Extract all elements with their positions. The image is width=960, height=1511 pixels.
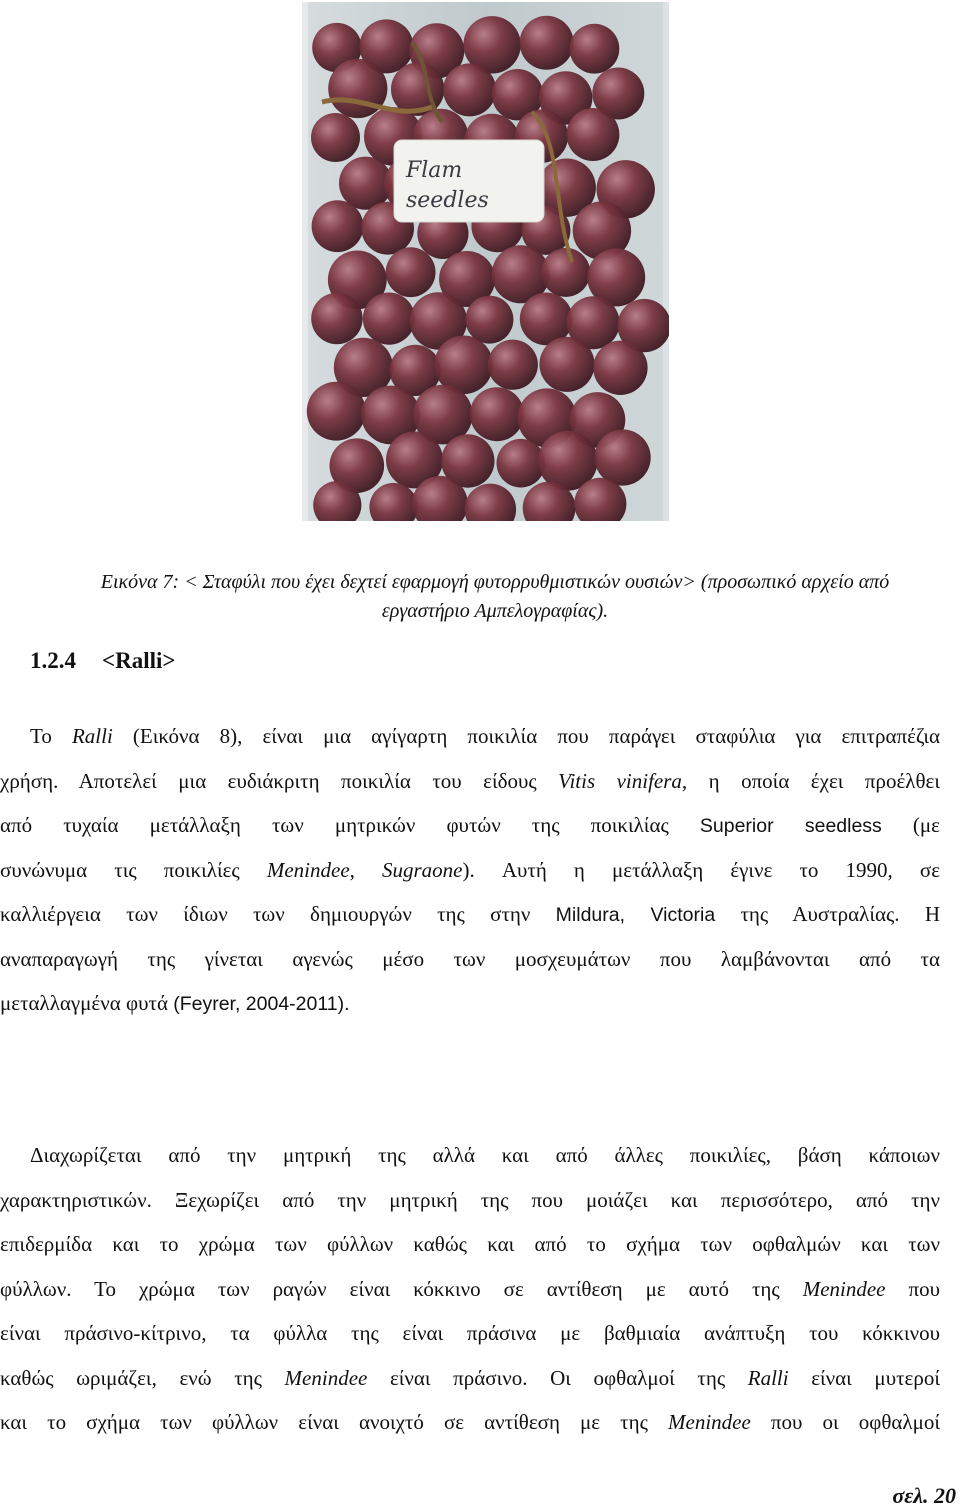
handwritten-label <box>394 140 544 222</box>
caption-line-1: Εικόνα 7: < Σταφύλι που έχει δεχτεί εφαρμογή φυτορρυθμιστικών ουσιών> (προσωπικό αρχείο από <box>100 571 890 593</box>
p2-line-1: Διαχωρίζεται από την μητρική της αλλά και από άλλες ποικιλίες, βάση κάποιων <box>30 1143 940 1167</box>
section-number: 1.2.4 <box>30 648 76 673</box>
paragraph-2 <box>0 1133 940 1445</box>
section-title: <Ralli> <box>102 648 176 673</box>
svg-text:Flam: Flam <box>406 158 463 183</box>
p2-line-2: χαρακτηριστικών. Ξεχωρίζει από την μητρική της που μοιάζει και περισσότερο, από την <box>0 1187 940 1212</box>
page-number: σελ. 20 <box>892 1483 956 1508</box>
caption-line-2: εργαστήριο Αμπελογραφίας). <box>381 600 609 622</box>
p1-line-4: συνώνυμα τις ποικιλίες Menindee, Sugraone). Αυτή η μετάλλαξη έγινε το 1990, σε <box>0 857 941 882</box>
p2-line-4: φύλλων. Το χρώμα των ραγών είναι κόκκινο σε αντίθεση με αυτό της Menindee που <box>0 1276 940 1301</box>
p2-line-3: επιδερμίδα και το χρώμα των φύλλων καθώς και από το σχήμα των οφθαλμών και των <box>0 1232 940 1256</box>
p1-line-3: από τυχαία μετάλλαξη των μητρικών φυτών της ποικιλίας Superior seedless (με <box>0 813 940 837</box>
p2-line-5: είναι πράσινο-κίτρινο, τα φύλλα της είναι πράσινα με βαθμιαία ανάπτυξη του κόκκινου <box>0 1321 940 1345</box>
p1-line-2: χρήση. Αποτελεί μια ευδιάκριτη ποικιλία του είδους Vitis vinifera, η οποία έχει προέλθει <box>0 768 940 793</box>
p2-line-7: και το σχήμα των φύλλων είναι ανοιχτό σε αντίθεση με της Menindee που οι οφθαλμοί <box>0 1410 940 1434</box>
p2-line-6: καθώς ωριμάζει, ενώ της Menindee είναι πράσινο. Οι οφθαλμοί της Ralli είναι μυτεροί <box>0 1365 940 1390</box>
svg-text:seedles: seedles <box>406 188 489 213</box>
p1-line-5: καλλιέργεια των ίδιων των δημιουργών της στην Mildura, Victoria της Αυστραλίας. Η <box>0 902 941 926</box>
figure-caption <box>30 568 960 626</box>
section-heading <box>30 645 176 677</box>
p1-line-7: μεταλλαγμένα φυτά (Feyrer, 2004-2011). <box>0 991 350 1015</box>
p1-line-6: αναπαραγωγή της γίνεται αγενώς μέσο των μοσχευμάτων που λαμβάνονται από τα <box>0 946 940 971</box>
grape-jar-photo <box>302 2 669 521</box>
paragraph-1 <box>0 714 940 1026</box>
p1-line-1: Το Ralli (Εικόνα 8), είναι μια αγίγαρτη ποικιλία που παράγει σταφύλια για επιτραπέζια <box>30 724 940 748</box>
